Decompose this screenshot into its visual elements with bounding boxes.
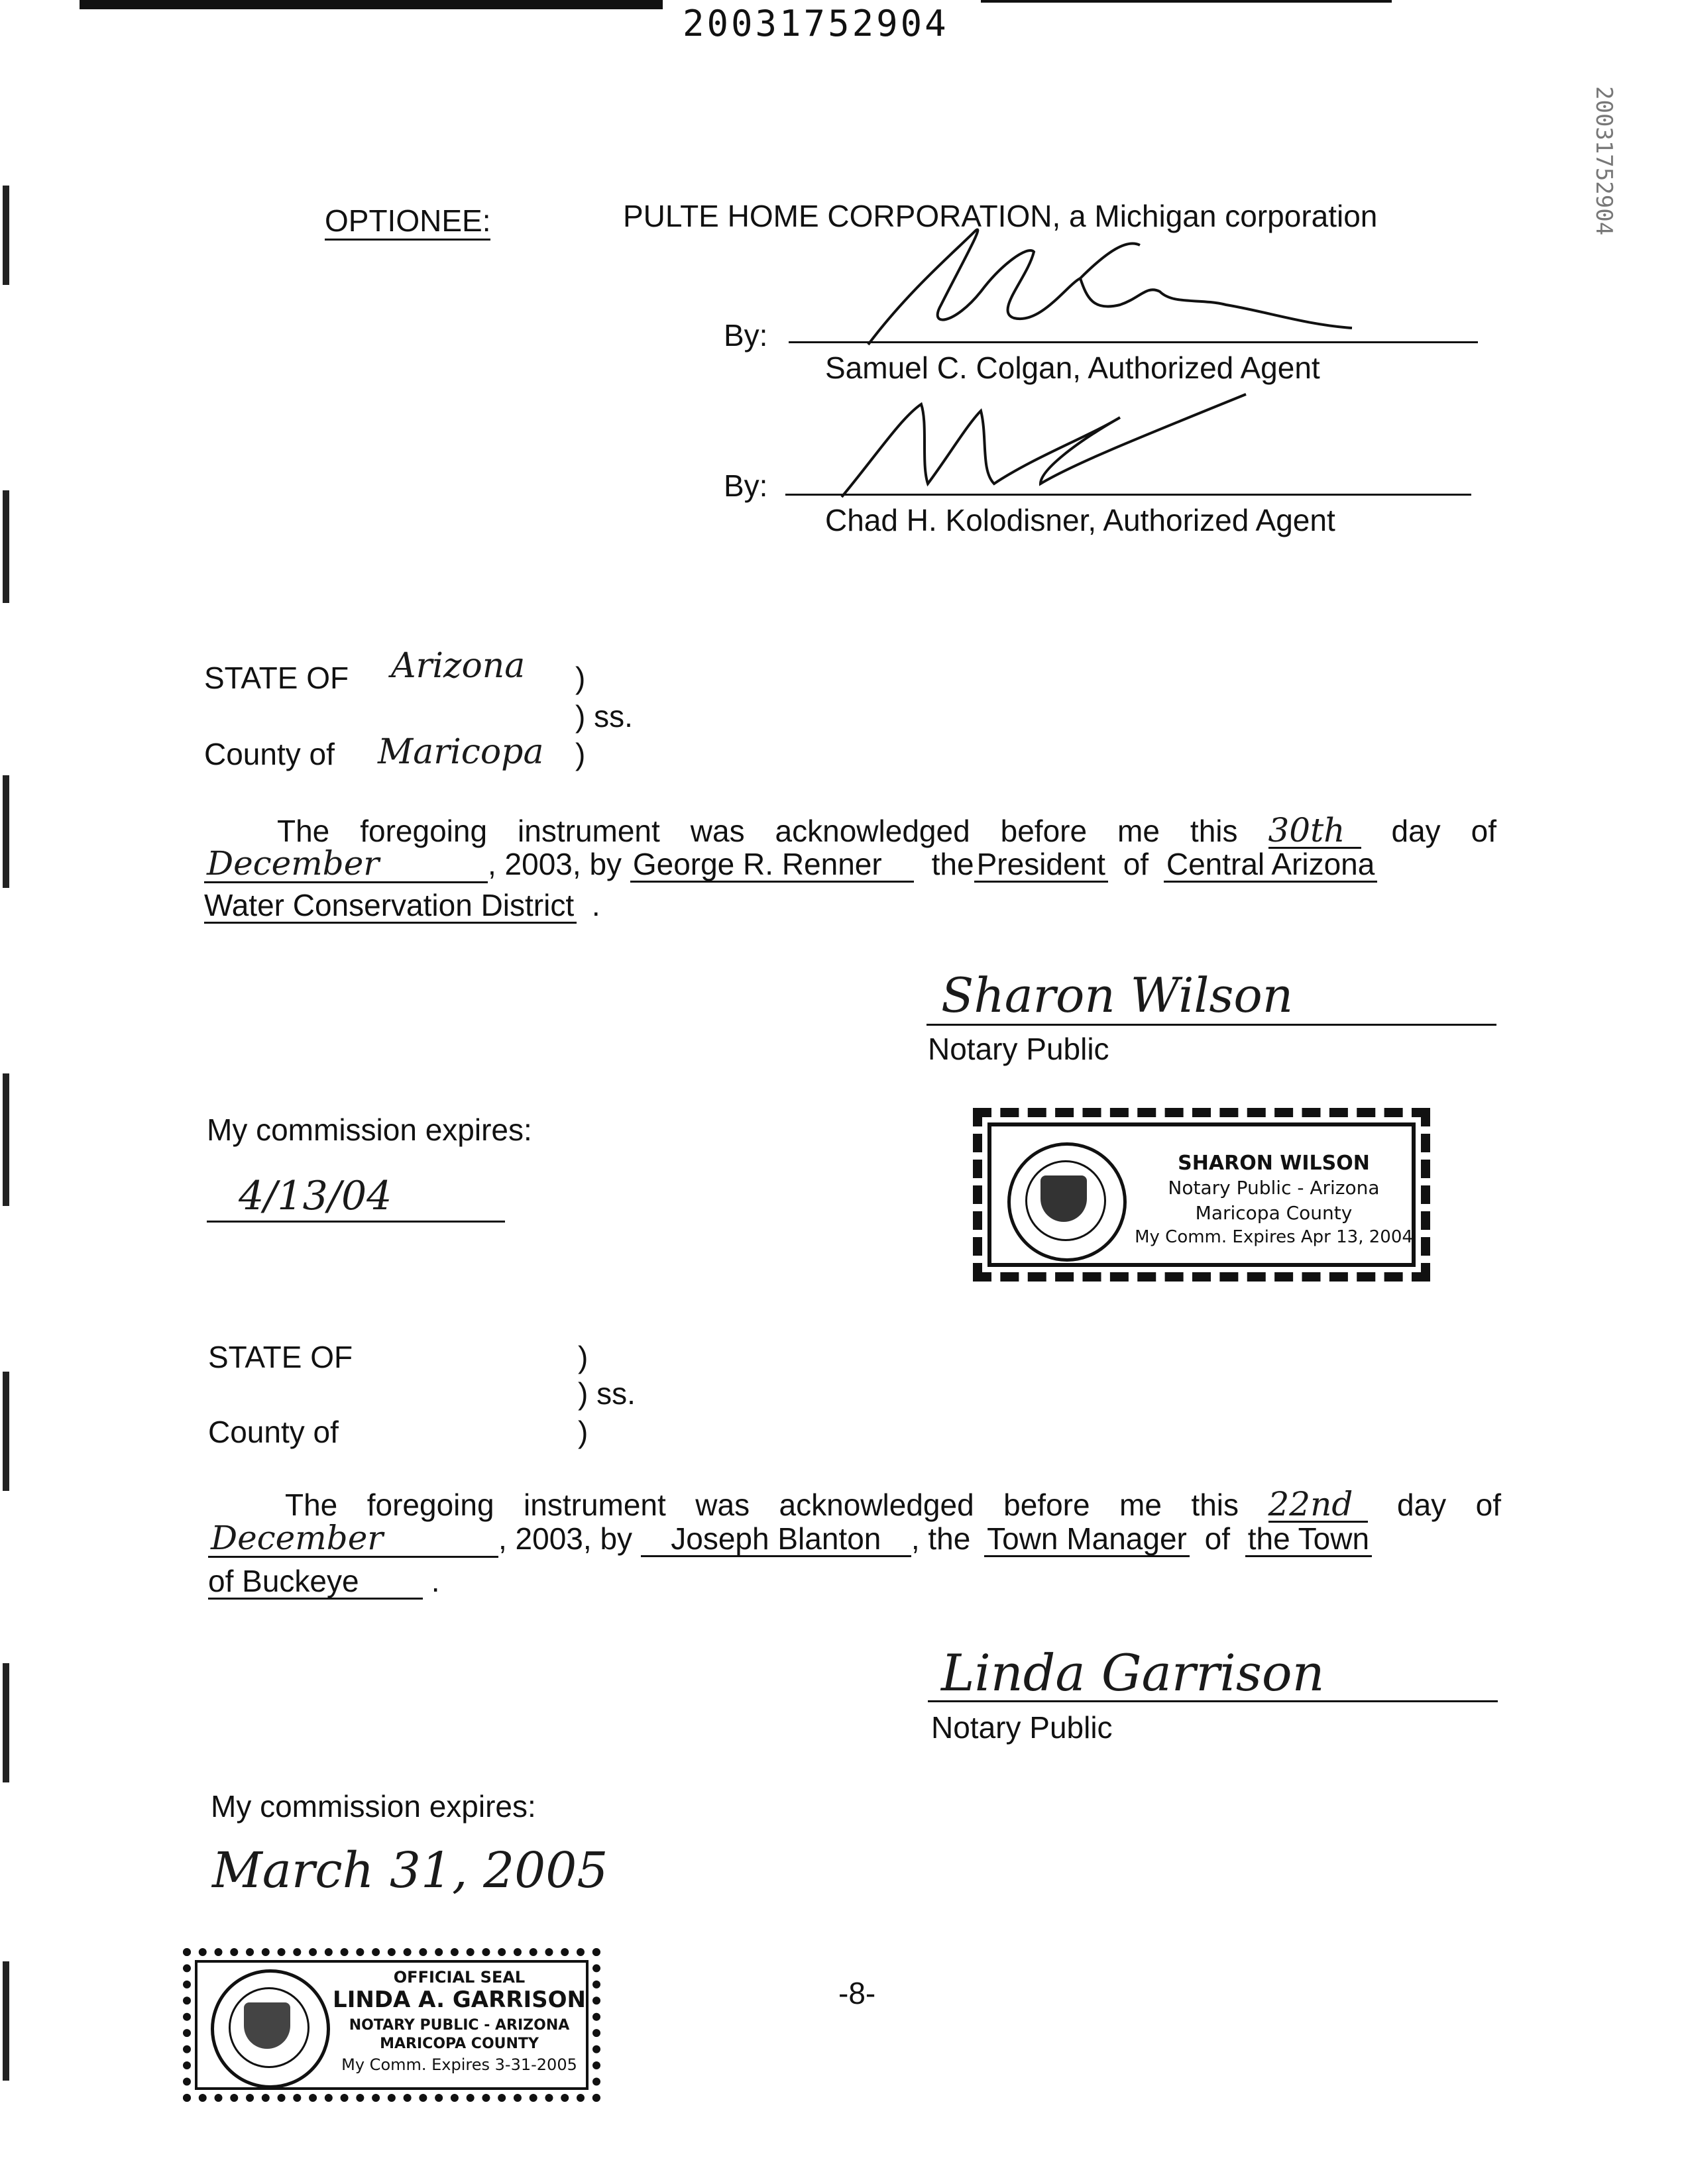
edge-mark [3,490,9,603]
paren: ) [575,661,586,695]
optionee-company: PULTE HOME CORPORATION, a Michigan corporation [623,199,1378,233]
state-label: STATE OF [208,1340,353,1374]
notary-signature: Linda Garrison [941,1643,1325,1702]
commission-date: 4/13/04 [239,1173,392,1219]
ack-month: December [208,1521,498,1558]
notary-stamp-garrison: OFFICIAL SEAL LINDA A. GARRISON NOTARY PUBLIC - ARIZONA MARICOPA COUNTY My Comm. Expires 3-31-2005 [183,1948,600,2102]
ack-org-cont: Water Conservation District [204,890,577,924]
ack-title: Town Manager [984,1523,1190,1557]
top-scan-bar [80,0,663,9]
page-number: -8- [838,1976,876,2010]
ack-name: Joseph Blanton [641,1523,911,1557]
signature-colgan [828,212,1392,351]
commission-label: My commission expires: [211,1789,536,1824]
edge-mark [3,1663,9,1782]
paren: ) [575,737,586,771]
ack-paragraph-line: of Buckeye . [208,1564,440,1598]
state-seal-icon [1007,1142,1127,1262]
document-number: 20031752904 [683,3,949,44]
ack-org: the Town [1245,1523,1372,1557]
ack-day: 30th [1268,814,1361,849]
by-label: By: [724,468,768,503]
ack-month: December [204,847,488,883]
ack-paragraph-line: December , 2003, by George R. Renner thePresident of Central Arizona [204,847,1377,883]
ack-org-cont: of Buckeye [208,1566,423,1600]
commission-label: My commission expires: [207,1113,532,1147]
ack-paragraph-line: December , 2003, by Joseph Blanton , the Town Manager of the Town [208,1521,1372,1558]
county-label: County of [204,737,335,771]
edge-mark [3,1073,9,1206]
ack-paragraph-line: The foregoing instrument was acknowledged before me this 30th day of [277,811,1496,849]
signer-1-name: Samuel C. Colgan, Authorized Agent [825,351,1320,385]
paren: ) [578,1415,589,1449]
paren: ) [578,1340,589,1374]
county-label: County of [208,1415,339,1449]
ack-org: Central Arizona [1164,849,1378,883]
state-value: Arizona [391,646,526,686]
notary-signature: Sharon Wilson [941,967,1294,1023]
signer-2-name: Chad H. Kolodisner, Authorized Agent [825,503,1335,537]
notary-stamp-wilson: SHARON WILSON Notary Public - Arizona Maricopa County My Comm. Expires Apr 13, 2004 [973,1108,1430,1282]
commission-date: March 31, 2005 [212,1842,608,1899]
ack-paragraph-line: Water Conservation District . [204,888,600,922]
ss-label: ) ss. [575,699,633,734]
top-scan-line [981,0,1392,3]
ss-label: ) ss. [578,1376,636,1411]
notary-label: Notary Public [931,1710,1113,1745]
notary-signature-line [927,1024,1496,1026]
state-seal-icon [211,1969,330,2089]
side-document-number: 20031752904 [1591,86,1617,236]
edge-mark [3,1372,9,1491]
edge-mark [3,1961,9,2081]
optionee-label: OPTIONEE: [325,205,490,241]
edge-mark [3,775,9,888]
ack-paragraph-line: The foregoing instrument was acknowledged before me this 22nd day of [285,1485,1501,1523]
county-value: Maricopa [378,732,544,772]
ack-day: 22nd [1268,1488,1368,1523]
commission-line [207,1221,505,1223]
signature-kolodisner [822,384,1259,504]
notary-label: Notary Public [928,1032,1109,1066]
ack-title: President [974,849,1108,883]
edge-mark [3,186,9,285]
by-label: By: [724,318,768,353]
state-label: STATE OF [204,661,349,695]
ack-name: George R. Renner [630,849,914,883]
